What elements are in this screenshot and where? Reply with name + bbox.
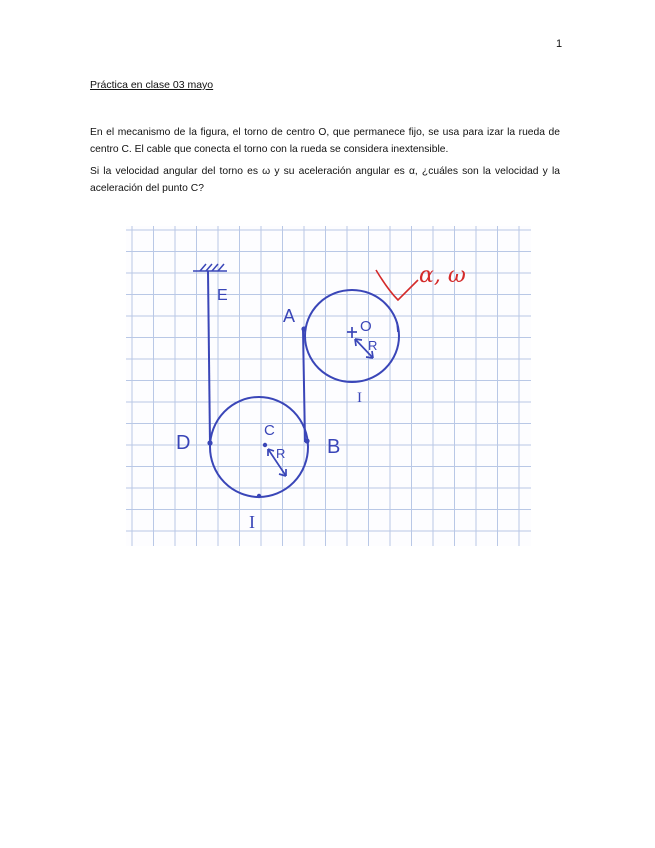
point-c-dot: [263, 443, 267, 447]
label-alpha-omega: α, ω: [419, 263, 466, 288]
point-b-dot: [304, 438, 309, 443]
label-r-drum: R: [368, 338, 378, 353]
point-d-dot: [207, 440, 212, 445]
label-r-wheel: R: [276, 446, 286, 461]
problem-question-paragraph: Si la velocidad angular del torno es ω y su aceleración angular es α, ¿cuáles son la velocidad y la aceleración del punto C?: [90, 166, 560, 194]
label-wheel-marker: I: [249, 512, 255, 532]
label-a: A: [283, 306, 296, 326]
problem-statement-paragraph: En el mecanismo de la figura, el torno de centro O, que permanece fijo, se usa para izar la rueda de centro C. El cable que conecta el torno con la rueda se considera inextensible.: [90, 127, 560, 155]
label-b: B: [327, 436, 341, 458]
label-c: C: [264, 422, 275, 439]
mechanism-drawing: [126, 226, 531, 546]
point-a-dot: [301, 326, 306, 331]
drum-edge-tick: [397, 322, 398, 332]
label-o: O: [360, 318, 372, 335]
wheel-bottom-dot: [257, 494, 261, 498]
mechanism-figure: [126, 226, 531, 546]
label-e: E: [217, 287, 228, 304]
document-title: Práctica en clase 03 mayo: [90, 79, 214, 91]
page-number: 1: [556, 38, 563, 50]
label-d: D: [176, 432, 191, 454]
label-drum-marker: I: [357, 390, 362, 406]
